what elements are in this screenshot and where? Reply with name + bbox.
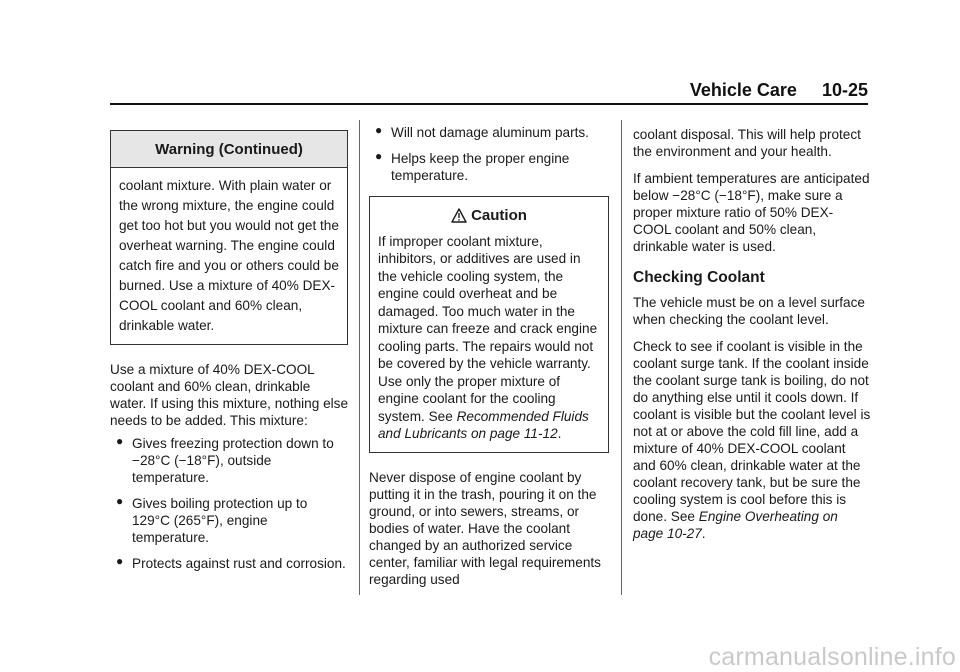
bullet-icon: ● (375, 123, 383, 137)
warning-body: coolant mixture. With plain water or the wrong mixture, the engine could get too hot but you would not get the overheat warning. The engine could catch fire and you or others could be burned. Use a mixture of 40% DEX-COOL coolant and 60% clean, drinkable water. (119, 178, 339, 333)
caution-title: Caution (471, 207, 527, 224)
engine-overheating-link[interactable]: Engine Overheating on page 10-27 (633, 509, 838, 541)
disposal-continued: coolant disposal. This will help protect the environment and your health. (633, 127, 861, 159)
caution-body (378, 233, 600, 443)
list-item-text: Helps keep the proper engine temperature. (391, 151, 570, 183)
coolant-intro: Use a mixture of 40% DEX-COOL coolant and 60% clean, drinkable water. If using this mixture, nothing else needs to be added. This mixture: (110, 362, 349, 428)
bullet-list-1 (110, 435, 348, 572)
warning-title: Warning (Continued) (111, 131, 347, 168)
column-3 (633, 120, 871, 542)
bullet-list-2 (369, 124, 609, 184)
bullet-icon: ● (116, 554, 124, 568)
list-item (110, 555, 348, 572)
ambient-temperature-paragraph: If ambient temperatures are anticipated below −28°C (−18°F), make sure a proper mixture ratio of 50% DEX-COOL coolant and 50% clean, drinkable water is used. (633, 171, 870, 254)
caution-header (378, 207, 600, 225)
check-coolant-paragraph (633, 338, 871, 542)
check-coolant-end: . (701, 526, 706, 541)
caution-reference-link[interactable]: Recommended Fluids and Lubricants on page 11-12 (378, 408, 589, 441)
list-item-text: Gives freezing protection down to −28°C (−18°F), outside temperature. (132, 436, 334, 485)
column-divider (621, 120, 622, 595)
caution-text: If improper coolant mixture, inhibitors, or additives are used in the vehicle cooling system, the engine could overheat and be damaged. Too much water in the mixture can freeze and crack engine cooling parts. The repairs would not be covered by the vehicle warranty. Use only the proper mixture of engine coolant for the cooling system. See (378, 233, 598, 424)
header-section: Vehicle Care (689, 80, 797, 100)
list-item (369, 150, 609, 184)
list-item (110, 435, 348, 486)
column-2 (369, 120, 609, 588)
header-title (690, 80, 868, 101)
bullet-icon: ● (116, 494, 124, 508)
warning-box (110, 130, 348, 345)
list-item-text: Protects against rust and corrosion. (132, 556, 346, 571)
header-page-number: 10-25 (821, 80, 868, 100)
caution-box (369, 196, 609, 453)
disposal-paragraph: Never dispose of engine coolant by putting it in the trash, pouring it on the ground, or into sewers, streams, or bodies of water. Have the coolant changed by an authorized service center, familiar with legal requirements regarding used (369, 469, 601, 587)
bullet-icon: ● (116, 434, 124, 448)
header-rule (110, 103, 868, 105)
list-item-text: Gives boiling protection up to 129°C (265°F), engine temperature. (132, 496, 308, 545)
caution-triangle-icon (451, 208, 467, 223)
list-item-text: Will not damage aluminum parts. (391, 125, 589, 140)
caution-end: . (557, 426, 562, 441)
bullet-icon: ● (375, 149, 383, 163)
column-divider (359, 120, 360, 595)
list-item (110, 495, 348, 546)
watermark: carmanualsonline.info (708, 643, 956, 671)
level-surface-paragraph: The vehicle must be on a level surface when checking the coolant level. (633, 295, 865, 327)
list-item (369, 124, 609, 141)
page-header (110, 80, 868, 104)
column-1 (110, 120, 348, 581)
check-coolant-text: Check to see if coolant is visible in the coolant surge tank. If the coolant inside the coolant surge tank is boiling, do not do anything else until it cools down. If coolant is visible but the coolant level is not at or above the cold fill line, add a mixture of 40% DEX-COOL coolant and 60% clean, drinkable water at the coolant recovery tank, but be sure the cooling system is cool before this is done. See (633, 339, 871, 524)
section-heading: Checking Coolant (633, 269, 765, 286)
